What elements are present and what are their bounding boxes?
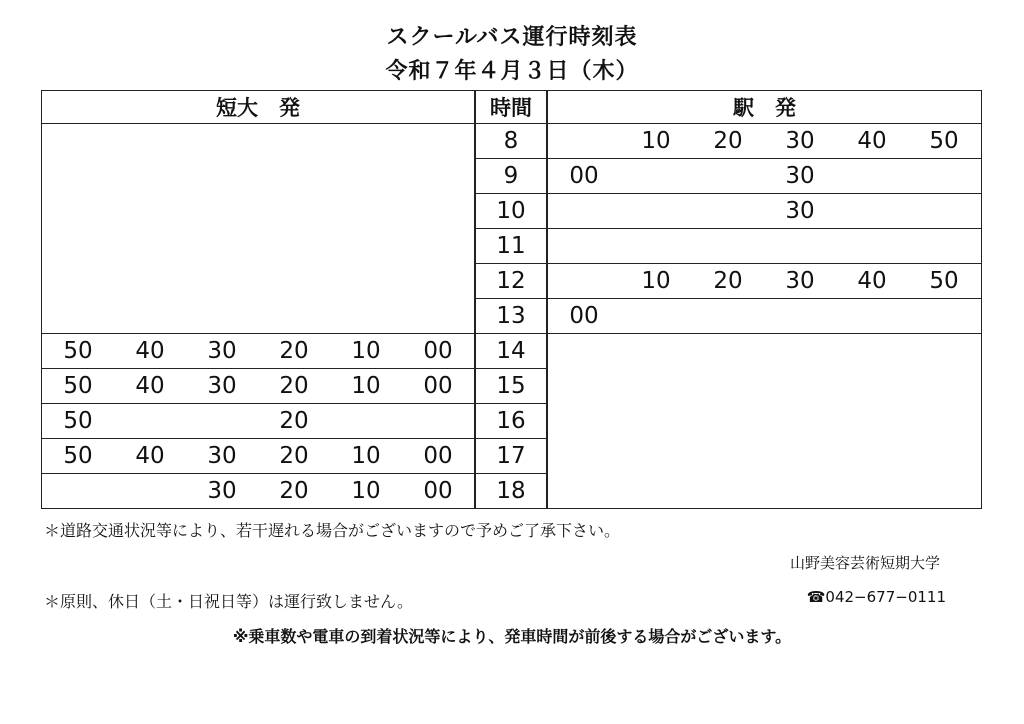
departure-minute: 10 (351, 373, 381, 399)
departure-minute: 30 (207, 443, 237, 469)
departure-minute: 00 (423, 338, 453, 364)
hour-cell: 9 (475, 159, 547, 194)
college-departure-minutes (42, 264, 476, 299)
college-departure-minutes (42, 334, 476, 369)
table-row (42, 124, 982, 159)
hour-cell: 13 (475, 299, 547, 334)
table-row (42, 264, 982, 299)
departure-minute: 20 (279, 408, 309, 434)
hour-cell: 15 (475, 369, 547, 404)
departure-minute: 10 (641, 128, 671, 154)
departure-minute: 10 (641, 268, 671, 294)
departure-minute: 30 (207, 373, 237, 399)
departure-minute: 50 (63, 443, 93, 469)
college-departure-minutes (42, 439, 476, 474)
departure-minute: 40 (135, 373, 165, 399)
station-departure-minutes (547, 229, 982, 264)
table-row (42, 334, 982, 369)
table-row (42, 474, 982, 509)
table-row (42, 299, 982, 334)
school-phone: ☎042−677−0111 (806, 588, 946, 606)
table-row (42, 229, 982, 264)
departure-minute: 30 (785, 198, 815, 224)
departure-minute: 20 (713, 268, 743, 294)
departure-minute: 00 (569, 163, 599, 189)
departure-minute: 00 (423, 443, 453, 469)
station-departure-minutes (547, 404, 982, 439)
station-departure-minutes (547, 194, 982, 229)
hour-cell: 10 (475, 194, 547, 229)
departure-minute: 40 (857, 268, 887, 294)
table-row (42, 404, 982, 439)
school-name: 山野美容芸術短期大学 (789, 554, 940, 572)
table-row (42, 369, 982, 404)
departure-minute: 30 (785, 163, 815, 189)
college-departure-minutes (42, 159, 476, 194)
station-departure-minutes (547, 299, 982, 334)
departure-minute: 50 (929, 128, 959, 154)
station-departure-minutes (547, 124, 982, 159)
college-departure-minutes (42, 194, 476, 229)
schedule-date: 令和７年４月３日（木） (385, 59, 639, 84)
station-departure-minutes (547, 159, 982, 194)
station-departure-minutes (547, 439, 982, 474)
hour-cell: 17 (475, 439, 547, 474)
hour-cell: 14 (475, 334, 547, 369)
departure-minute: 20 (279, 338, 309, 364)
departure-minute: 40 (135, 443, 165, 469)
table-header (42, 91, 982, 124)
departure-minute: 30 (207, 338, 237, 364)
station-departure-minutes (547, 474, 982, 509)
station-departure-minutes (547, 334, 982, 369)
departure-minute: 40 (135, 338, 165, 364)
delay-warning: ※乗車数や電車の到着状況等により、発車時間が前後する場合がございます。 (232, 627, 792, 646)
departure-minute: 20 (279, 373, 309, 399)
college-departure-minutes (42, 124, 476, 159)
departure-minute: 50 (929, 268, 959, 294)
hour-cell: 11 (475, 229, 547, 264)
departure-minute: 00 (569, 303, 599, 329)
table-row (42, 194, 982, 229)
college-departure-minutes (42, 229, 476, 264)
header-hour: 時間 (475, 91, 547, 124)
table-row (42, 159, 982, 194)
departure-minute: 20 (279, 478, 309, 504)
departure-minute: 20 (713, 128, 743, 154)
departure-minute: 50 (63, 408, 93, 434)
hour-cell: 12 (475, 264, 547, 299)
departure-minute: 50 (63, 338, 93, 364)
header-college-departure: 短大 発 (42, 91, 476, 124)
holiday-note: ＊原則、休日（土・日祝日等）は運行致しません。 (44, 592, 413, 611)
college-departure-minutes (42, 474, 476, 509)
departure-minute: 50 (63, 373, 93, 399)
departure-minute: 10 (351, 443, 381, 469)
departure-minute: 30 (207, 478, 237, 504)
hour-cell: 18 (475, 474, 547, 509)
college-departure-minutes (42, 299, 476, 334)
hour-cell: 8 (475, 124, 547, 159)
table-row (42, 439, 982, 474)
departure-minute: 10 (351, 478, 381, 504)
departure-minute: 00 (423, 478, 453, 504)
departure-minute: 10 (351, 338, 381, 364)
station-departure-minutes (547, 369, 982, 404)
departure-minute: 30 (785, 268, 815, 294)
college-departure-minutes (42, 369, 476, 404)
departure-minute: 40 (857, 128, 887, 154)
header-station-departure: 駅 発 (547, 91, 982, 124)
departure-minute: 00 (423, 373, 453, 399)
traffic-note: ＊道路交通状況等により、若干遅れる場合がございますので予めご了承下さい。 (44, 521, 621, 540)
departure-minute: 30 (785, 128, 815, 154)
departure-minute: 20 (279, 443, 309, 469)
hour-cell: 16 (475, 404, 547, 439)
page-title: スクールバス運行時刻表 (386, 25, 638, 50)
college-departure-minutes (42, 404, 476, 439)
station-departure-minutes (547, 264, 982, 299)
timetable (41, 90, 982, 509)
